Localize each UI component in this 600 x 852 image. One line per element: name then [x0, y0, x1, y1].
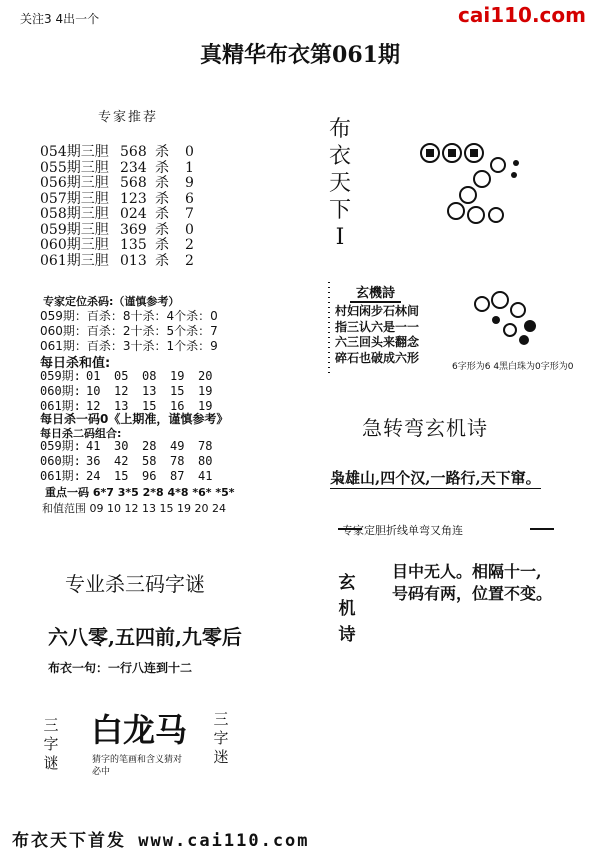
bailongma-note: 猜字的笔画和含义猜对必中	[92, 755, 183, 777]
prediction-row: 055期三胆 234 杀 1	[40, 159, 194, 176]
poem-line: 六三回头来翻念	[335, 335, 420, 349]
position-kill-title: 专家定位杀码:（谨慎参考）	[43, 295, 180, 308]
bead-icon	[511, 303, 525, 317]
two-code-list	[40, 439, 226, 484]
jizhuan-title: 急转弯玄机诗	[362, 416, 488, 440]
prediction-row: 061期三胆 013 杀 2	[40, 252, 194, 269]
coin-hole-icon	[426, 149, 434, 157]
coin-icon	[460, 187, 476, 203]
daily-kill-row: 059期: 01 05 08 19 20	[40, 369, 213, 383]
prediction-row: 060期三胆 135 杀 2	[40, 237, 194, 253]
riddle-line: 号码有两，位置不变。	[392, 584, 553, 603]
sum-range-line: 和值范围 09 10 12 13 15 19 20 24	[42, 502, 226, 515]
xiaoxiong-line: 枭雄山,四个汉,一路行,天下窜。	[330, 469, 541, 487]
position-kill-list	[40, 309, 218, 354]
daily-kill-list	[40, 369, 226, 414]
poem-line: 村妇闲步石林间	[335, 304, 420, 318]
black-bead-icon	[519, 335, 529, 345]
position-kill-row: 059期：百杀：8十杀：4个杀：0	[40, 309, 218, 323]
divider-right	[530, 528, 554, 530]
prediction-row: 058期三胆 024 杀 7	[40, 206, 194, 222]
dot-icon	[513, 160, 519, 166]
one-code-title: 每日杀一码0《上期准，谨慎参考》	[40, 412, 229, 426]
coin-icon	[468, 207, 484, 223]
bead-icon	[475, 297, 489, 311]
two-code-row: 061期: 24 15 96 87 41	[40, 469, 213, 483]
xuanji-vertical-label: 玄机诗	[338, 573, 356, 645]
beads-illustration	[470, 290, 550, 350]
recommend-title: 专家推荐	[98, 110, 159, 125]
coin-icon	[489, 208, 503, 222]
dot-icon	[511, 172, 517, 178]
footer-link[interactable]: 布衣天下首发 www.cai110.com	[12, 831, 310, 851]
coin-hole-icon	[470, 149, 478, 157]
prediction-row: 056期三胆 568 杀 9	[40, 175, 194, 191]
sanzi-right-label: 三字迷	[213, 710, 229, 766]
pro-riddle-answer: 六八零,五四前,九零后	[48, 625, 242, 649]
coin-icon	[448, 203, 464, 219]
daily-kill-title: 每日杀和值:	[40, 356, 111, 371]
prediction-list	[40, 145, 194, 269]
expert-line: 专家定胆折线单弯又角连	[342, 524, 463, 537]
daily-kill-row: 060期: 10 12 13 15 19	[40, 384, 213, 398]
coin-icon	[491, 158, 505, 172]
position-kill-row: 061期：百杀：3十杀：1个杀：9	[40, 339, 218, 353]
black-bead-icon	[524, 320, 536, 332]
xuanji-poem-title: 玄機詩	[350, 282, 401, 303]
coin-chain-illustration	[410, 135, 530, 235]
two-code-row: 059期: 41 30 28 49 78	[40, 439, 213, 453]
sanzi-left-label: 三字谜	[43, 716, 59, 772]
coin-hole-icon	[448, 149, 456, 157]
bailongma-text: 白龙马	[91, 711, 188, 749]
dotted-divider	[325, 282, 333, 377]
position-kill-row: 060期：百杀：2十杀：5个杀：7	[40, 324, 218, 338]
prediction-row: 059期三胆 369 杀 0	[40, 221, 194, 238]
buyi-vertical-title: 布衣天下I	[328, 117, 351, 250]
buyi-line: 布衣一句：一行八连到十二	[48, 661, 193, 675]
brand-logo[interactable]: cai110.com	[458, 3, 586, 27]
bead-icon	[504, 324, 516, 336]
coin-icon	[474, 171, 490, 187]
pro-riddle-title: 专业杀三码字谜	[65, 572, 205, 596]
bead-icon	[492, 292, 508, 308]
poem-line: 指三认六是一一	[335, 319, 420, 334]
two-code-row: 060期: 36 42 58 78 80	[40, 454, 213, 468]
poem-note: 6字形为6 4黑白珠为0字形为0	[452, 362, 574, 372]
black-bead-icon	[492, 316, 500, 324]
page-title: 真精华布衣第061期	[200, 42, 400, 68]
riddle-lines	[392, 561, 552, 605]
riddle-line: 目中无人。相隔十一,	[392, 562, 542, 581]
daily-kill-row: 061期: 12 13 15 16 19	[40, 399, 213, 413]
poem-line: 碎石也破成六形	[335, 350, 420, 365]
two-code-title: 每日杀二码组合:	[40, 427, 122, 440]
prediction-row: 054期三胆 568 杀 0	[40, 144, 194, 160]
xuanji-poem	[335, 304, 419, 366]
focus-line: 重点一码 6*7 3*5 2*8 4*8 *6* *5*	[45, 486, 235, 499]
prediction-row: 057期三胆 123 杀 6	[40, 190, 194, 207]
top-note: 关注3 4出一个	[20, 12, 100, 26]
